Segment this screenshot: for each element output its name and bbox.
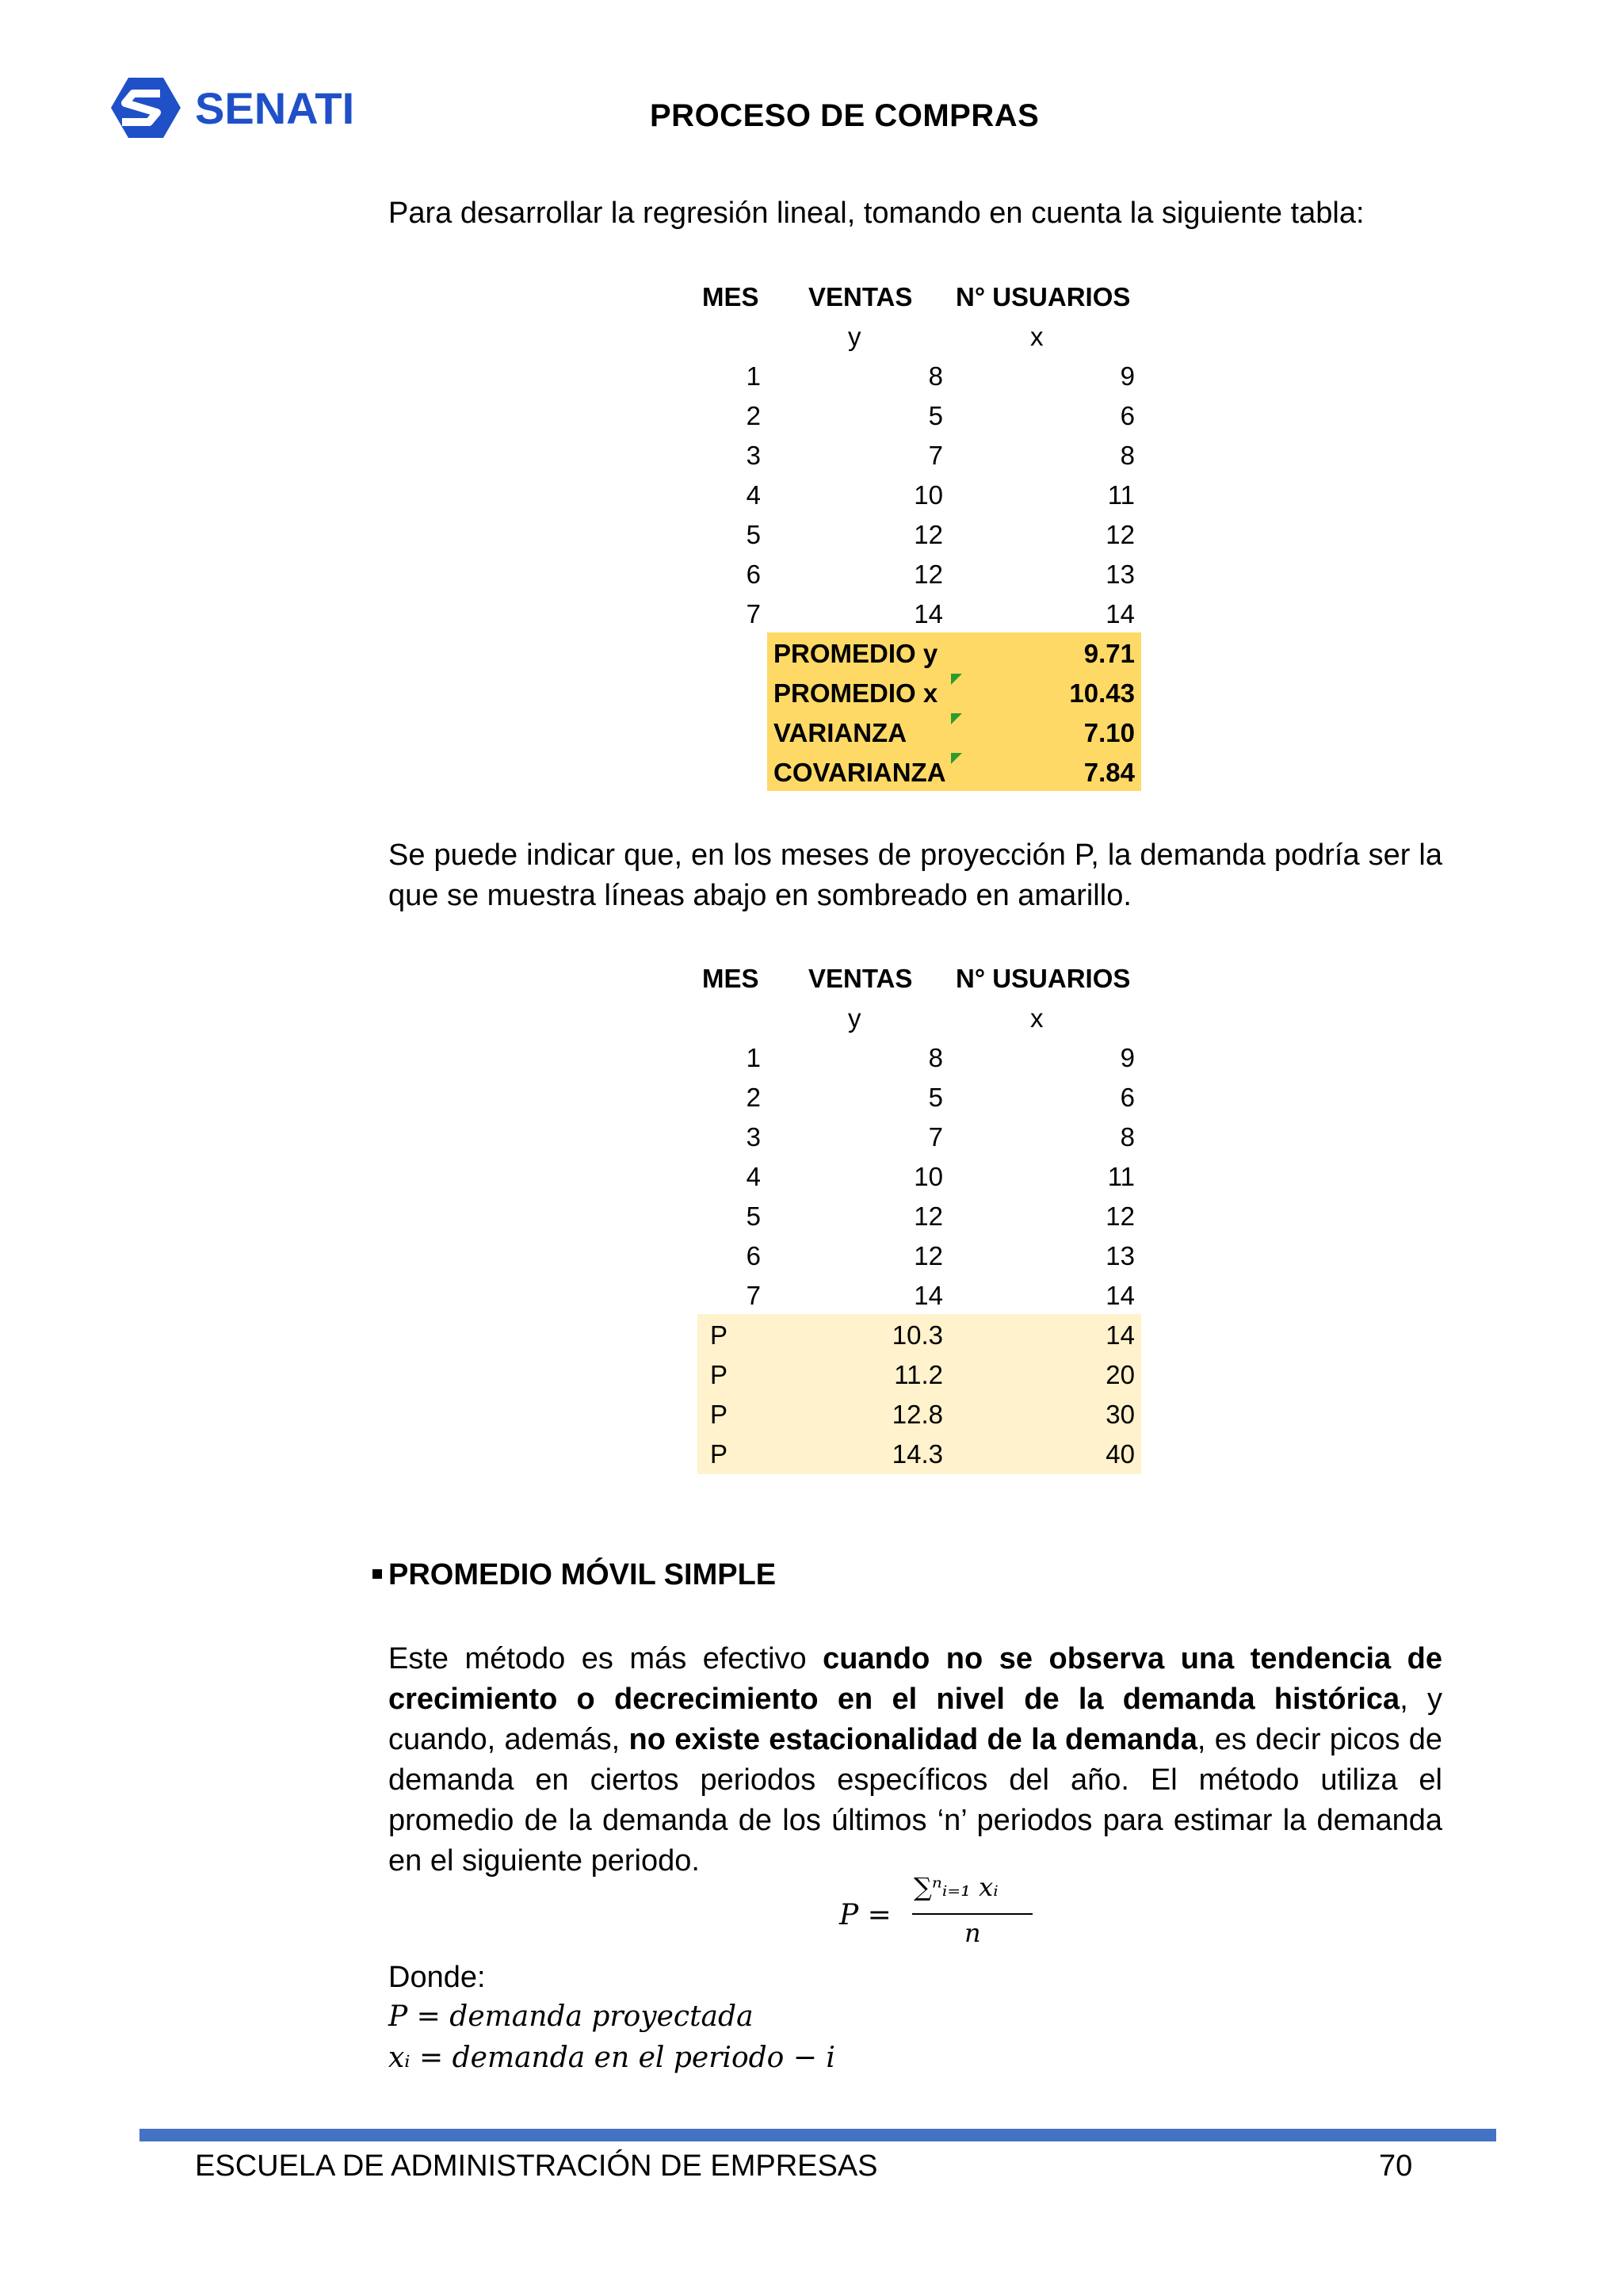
summary-value: 7.84 <box>1083 758 1135 787</box>
cell-usuarios: 11 <box>1107 480 1135 510</box>
subheader-y: y <box>848 1003 861 1033</box>
cell-mes: 5 <box>746 520 761 549</box>
square-bullet-icon <box>372 1569 382 1579</box>
header-ventas: VENTAS <box>808 282 913 311</box>
cell-mes: 1 <box>746 361 761 391</box>
cell-usuarios: 30 <box>1106 1400 1135 1429</box>
cell-mes: 6 <box>746 1241 761 1270</box>
cell-mes: 1 <box>746 1043 761 1072</box>
bold-run: no existe estacionalidad de la demanda <box>628 1723 1197 1756</box>
cell-comment-indicator <box>951 713 962 724</box>
senati-logo <box>94 68 371 147</box>
summary-value: 7.10 <box>1083 718 1135 747</box>
footer-school-name: ESCUELA DE ADMINISTRACIÓN DE EMPRESAS <box>195 2149 878 2183</box>
method-paragraph <box>388 1639 1442 1881</box>
cell-usuarios: 14 <box>1106 599 1135 628</box>
cell-mes: P <box>710 1439 728 1469</box>
formula-lhs: P = <box>839 1899 892 1931</box>
bold-run: cuando no se observa una tendencia de crecimiento o decrecimiento en el nivel de la demanda histórica <box>388 1642 1443 1716</box>
cell-mes: 3 <box>746 1122 761 1152</box>
text-run: , es decir picos de demanda en ciertos periodos específicos del año. El método utiliza el promedio de la demanda de los últimos ‘n’ periodos para estimar la demanda en el siguiente periodo. <box>388 1723 1442 1878</box>
cell-mes: 4 <box>746 480 761 510</box>
cell-ventas: 14 <box>914 1281 943 1310</box>
cell-usuarios: 9 <box>1120 361 1135 391</box>
page-number: 70 <box>1379 2149 1413 2183</box>
regression-table <box>682 277 1141 793</box>
header-mes: MES <box>702 964 759 993</box>
cell-ventas: 12.8 <box>892 1400 943 1429</box>
cell-usuarios: 13 <box>1106 560 1135 589</box>
formula-denominator: n <box>964 1918 981 1948</box>
cell-ventas: 12 <box>914 560 943 589</box>
subheader-y: y <box>848 322 861 351</box>
summary-label: PROMEDIO y <box>773 639 938 668</box>
formula-numerator: ∑ⁿᵢ₌₁ xᵢ <box>914 1872 999 1902</box>
summary-label: COVARIANZA <box>773 758 946 787</box>
projection-table <box>682 959 1141 1482</box>
cell-usuarios: 11 <box>1107 1162 1135 1191</box>
cell-ventas: 12 <box>914 1201 943 1231</box>
definition-p: P = demanda proyectada <box>388 2000 754 2033</box>
cell-usuarios: 13 <box>1106 1241 1135 1270</box>
cell-usuarios: 8 <box>1120 441 1135 470</box>
cell-mes: P <box>710 1360 728 1389</box>
cell-ventas: 5 <box>928 1083 943 1112</box>
cell-usuarios: 6 <box>1120 1083 1135 1112</box>
moving-average-formula <box>836 1872 999 1959</box>
subheader-x: x <box>1030 322 1044 351</box>
cell-ventas: 10 <box>914 1162 943 1191</box>
intro-paragraph: Para desarrollar la regresión lineal, tomando en cuenta la siguiente tabla: <box>388 197 1365 230</box>
cell-comment-indicator <box>951 674 962 685</box>
header-ventas: VENTAS <box>808 964 913 993</box>
cell-usuarios: 9 <box>1120 1043 1135 1072</box>
cell-ventas: 10 <box>914 480 943 510</box>
projection-paragraph: Se puede indicar que, en los meses de proyección P, la demanda podría ser la que se muestra líneas abajo en sombreado en amarillo. <box>388 839 1442 912</box>
cell-mes: 3 <box>746 441 761 470</box>
section-heading: PROMEDIO MÓVIL SIMPLE <box>388 1558 777 1591</box>
cell-ventas: 8 <box>928 1043 943 1072</box>
cell-mes: 5 <box>746 1201 761 1231</box>
cell-mes: 2 <box>746 401 761 430</box>
cell-mes: 7 <box>746 1281 761 1310</box>
text-run: , y cuando, además, <box>388 1683 1442 1756</box>
donde-label: Donde: <box>388 1961 486 1994</box>
fraction-bar <box>912 1913 1033 1915</box>
cell-mes: 2 <box>746 1083 761 1112</box>
cell-usuarios: 20 <box>1106 1360 1135 1389</box>
cell-usuarios: 8 <box>1120 1122 1135 1152</box>
summary-label: VARIANZA <box>773 718 907 747</box>
cell-usuarios: 14 <box>1106 1320 1135 1350</box>
cell-ventas: 7 <box>928 441 943 470</box>
cell-ventas: 8 <box>928 361 943 391</box>
logo-wordmark: SENATI <box>195 83 355 133</box>
cell-mes: P <box>710 1400 728 1429</box>
cell-ventas: 11.2 <box>894 1360 943 1389</box>
cell-ventas: 12 <box>914 1241 943 1270</box>
cell-usuarios: 14 <box>1106 1281 1135 1310</box>
header-usuarios: N° USUARIOS <box>956 282 1131 311</box>
cell-usuarios: 6 <box>1120 401 1135 430</box>
footer-rule <box>139 2129 1496 2141</box>
document-title: PROCESO DE COMPRAS <box>650 98 1040 133</box>
header-mes: MES <box>702 282 759 311</box>
cell-mes: 6 <box>746 560 761 589</box>
header-usuarios: N° USUARIOS <box>956 964 1131 993</box>
cell-mes: P <box>710 1320 728 1350</box>
cell-usuarios: 12 <box>1106 1201 1135 1231</box>
definition-xi: xᵢ = demanda en el periodo − i <box>388 2042 835 2074</box>
cell-ventas: 7 <box>928 1122 943 1152</box>
cell-comment-indicator <box>951 753 962 764</box>
summary-value: 10.43 <box>1069 678 1135 708</box>
cell-ventas: 14 <box>914 599 943 628</box>
cell-mes: 7 <box>746 599 761 628</box>
cell-ventas: 14.3 <box>892 1439 943 1469</box>
subheader-x: x <box>1030 1003 1044 1033</box>
cell-usuarios: 12 <box>1106 520 1135 549</box>
summary-value: 9.71 <box>1083 639 1135 668</box>
cell-ventas: 5 <box>928 401 943 430</box>
cell-ventas: 12 <box>914 520 943 549</box>
summary-label: PROMEDIO x <box>773 678 938 708</box>
cell-ventas: 10.3 <box>892 1320 943 1350</box>
cell-usuarios: 40 <box>1106 1439 1135 1469</box>
senati-logo-icon <box>94 68 371 147</box>
cell-mes: 4 <box>746 1162 761 1191</box>
text-run: Este método es más efectivo <box>388 1642 823 1675</box>
